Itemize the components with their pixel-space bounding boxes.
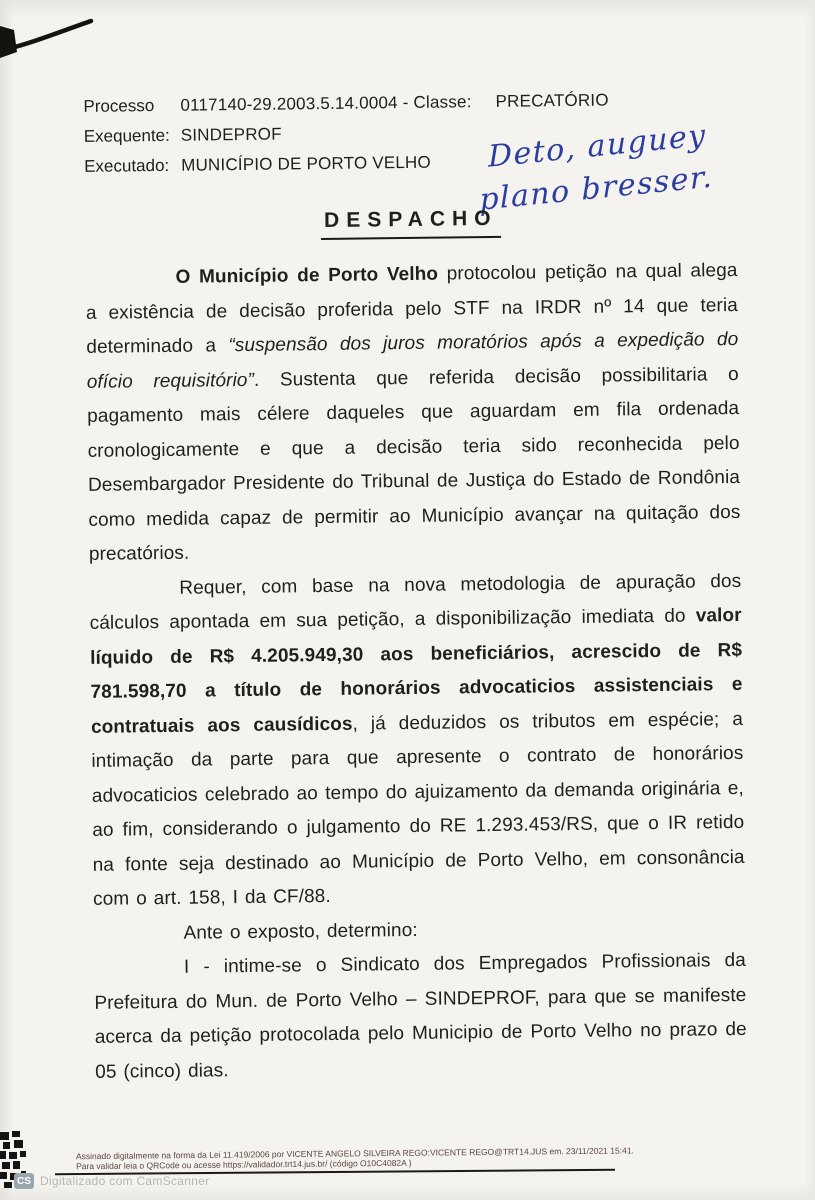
paragraph-2 [89,564,745,917]
executado-label: Executado: [84,155,170,176]
text-run: Requer, com base na nova metodologia de apuração dos cálculos apontada em sua petição, a disponibilização imediata do [89,570,742,634]
paragraph-4: I - intime-se o Sindicato dos Empregados Profissionais da Prefeitura do Mun. de Porto Velho – SINDEPROF, para que se manifeste acerca da petição protocolada pelo Municipio de Porto Velho no prazo de 05 (cinco) dias. [94,949,747,1083]
text-run: protocolou petição na qual alega a existência de decisão proferida pelo STF na IRDR nº 14 que teria determinado a [85,259,739,358]
exequente-value: SINDEPROF [180,124,282,145]
handwriting-line: plano bresser. [478,159,714,218]
processo-row [83,86,609,122]
processo-label: Processo [83,96,155,116]
text-run: , já deduzidos os tributos em espécie; a intimação da parte para que apresente o contrato de honorários advocaticios celebrado ao tempo do ajuizamento da demanda originária e, ao fim, considerando o julgamento do RE 1.293.453/RS, que o IR retido na fonte seja destinado ao Município de Porto Velho, em consonância com o art. 158, I da CF/88. [91,708,745,910]
paragraph-3: Ante o exposto, determino: [183,919,418,944]
camscanner-label: Digitalizado com CamScanner [40,1174,210,1188]
classe-value: PRECATÓRIO [495,90,609,111]
signature-line-2: Para validar leia o QRCode ou acesse https://validador.trt14.jus.br/ (código O10C4082A ) [76,1157,412,1172]
processo-value: 0117140-29.2003.5.14.0004 - Classe: [180,92,472,115]
document-title [85,204,737,243]
text-run: “suspensão dos juros moratórios após a expedição do ofício requisitório” [86,328,739,393]
document-title-text: DESPACHO [321,207,501,240]
handwriting-line: Deto, auguey [487,117,707,175]
text-run: . Sustenta que referida decisão possibilitaria o pagamento mais célere daqueles que aguardam em fila ordenada cronologicamente e que a decisão teria sido reconhecida pelo Desembargador Presidente do Tribunal de Justiça do Estado de Rondônia como medida capaz de permitir ao Município avançar na quitação dos precatórios. [87,363,741,565]
exequente-label: Exequente: [83,125,170,146]
paragraph-1 [85,254,741,572]
document-body [85,254,747,1090]
text-run: O Município de Porto Velho [175,263,439,288]
text-run: valor líquido de R$ 4.205.949,30 aos beneficiários, acrescido de R$ 781.598,70 a título de honorários advocaticios assistenciais e contratuais aos causídicos [90,604,743,738]
camscanner-logo-icon: CS [14,1173,34,1189]
camscanner-watermark [14,1173,210,1189]
executado-value: MUNICÍPIO DE PORTO VELHO [181,152,432,175]
signature-line-1: Assinado digitalmente na forma da Lei 11.419/2006 por VICENTE ANGELO SILVEIRA REGO:VICENTE REGO@TRT14.JUS em. 23/11/2021 15:41. [75,1145,634,1162]
